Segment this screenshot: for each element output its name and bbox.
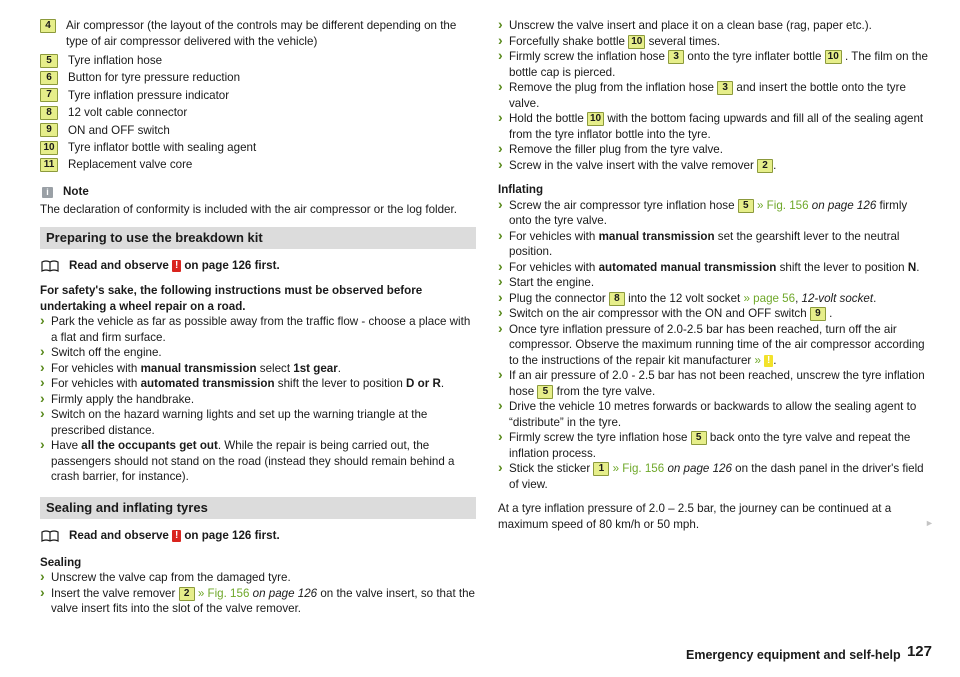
step-automated-n (498, 260, 930, 276)
step-plug-connector (498, 291, 930, 307)
book-icon (41, 530, 59, 542)
step-screw-hose (498, 49, 930, 80)
text: and insert the bottle onto the tyre valve. (509, 81, 906, 110)
text: select (256, 361, 294, 375)
caution-icon: ! (764, 355, 773, 367)
continue-arrow-icon: ► (925, 518, 934, 528)
step-valve-remover (40, 586, 476, 617)
sealing-title: Sealing (40, 555, 82, 569)
text: . While the repair is being carried out, the passengers should not stand on the road (instead they should remain behind a crash barrier, for instance). (51, 439, 455, 484)
text: . (873, 291, 877, 305)
legend-badge: 4 (40, 19, 56, 33)
text-bold: automated manual transmission (598, 260, 777, 274)
text: Stick the sticker (509, 462, 594, 475)
text-bold: automated transmission (140, 377, 275, 391)
legend-text: Tyre inflator bottle with sealing agent (68, 140, 257, 154)
legend-text: 12 volt cable connector (68, 106, 188, 120)
text: set the gearshift lever to the neutral position. (509, 229, 900, 258)
reference-line (40, 258, 476, 274)
section-heading-preparing: Preparing to use the breakdown kit (40, 227, 476, 249)
legend-badge: 9 (810, 307, 826, 321)
step-repeat (498, 430, 930, 461)
legend-text: Air compressor (the layout of the controls may be different depending on the type of air compressor delivered with the vehicle) (66, 19, 457, 48)
figure-link[interactable]: » Fig. 156 (197, 586, 250, 600)
reference-text-post: on page 126 first. (184, 259, 280, 273)
legend-badge: 6 (40, 71, 58, 85)
text: . (773, 353, 777, 367)
text: . (773, 158, 777, 172)
footer-section-title: Emergency equipment and self-help (686, 648, 901, 662)
legend-list (40, 18, 476, 174)
legend-text: Tyre inflation hose (68, 53, 163, 67)
text: from the tyre valve. (553, 384, 656, 398)
legend-badge: 9 (40, 123, 58, 137)
step-valve-cap: › Unscrew the valve cap from the damaged tyre. (40, 570, 476, 586)
text: For vehicles with (51, 361, 141, 375)
text: Firmly screw the inflation hose (509, 50, 669, 63)
text: with the bottom facing upwards and fill all of the sealing agent from the tyre inflator bottle into the tyre. (509, 112, 924, 141)
text: onto the tyre inflater bottle (684, 50, 825, 63)
inflating-title: Inflating (498, 183, 544, 196)
figure-link[interactable]: » Fig. 156 (757, 198, 809, 212)
step-hazard: › Switch on the hazard warning lights and set up the warning triangle at the prescribed distance. (40, 407, 476, 438)
step-drive: › Drive the vehicle 10 metres forwards or backwards to allow the sealing agent to “distribute” in the tyre. (498, 399, 930, 430)
legend-badge: 5 (40, 54, 58, 68)
legend-badge: 11 (40, 158, 58, 172)
text: Once tyre inflation pressure of 2.0-2.5 bar has been reached, turn off the air compressor. Observe the maximum running time of the air compressor according to the instructions of the repair kit manufacturer (509, 322, 925, 367)
step-manual-neutral (498, 229, 930, 260)
text: If an air pressure of 2.0 - 2.5 bar has not been reached, unscrew the tyre inflation hose (509, 369, 925, 398)
step-manual (40, 361, 476, 377)
text: Remove the plug from the inflation hose (509, 81, 718, 94)
step-sticker (498, 461, 930, 492)
step-remove-plug (498, 80, 930, 111)
legend-badge: 3 (668, 50, 684, 64)
text: For vehicles with (51, 377, 141, 391)
text: For vehicles with (509, 260, 599, 274)
legend-badge: 10 (628, 35, 645, 49)
legend-badge: 10 (825, 50, 842, 64)
step-automated (40, 376, 476, 392)
step-screw-insert (498, 158, 930, 174)
reference-text-pre: Read and observe (69, 259, 169, 273)
step-screw-compressor-hose (498, 198, 930, 229)
text: on the dash panel in the driver's field of view. (509, 462, 924, 491)
right-column (498, 18, 930, 532)
legend-item (40, 139, 476, 156)
text: Switch on the air compressor with the ON and OFF switch (509, 307, 810, 320)
figure-link[interactable]: » Fig. 156 (612, 462, 665, 475)
info-icon: i (42, 187, 53, 198)
text: Insert the valve remover (51, 586, 179, 600)
step-handbrake: › Firmly apply the handbrake. (40, 392, 476, 408)
step-pressure-reached (498, 322, 930, 369)
closing-paragraph: At a tyre inflation pressure of 2.0 – 2.5 bar, the journey can be continued at a maximum speed of 80 km/h or 50 mph. (498, 502, 892, 531)
warning-link[interactable]: » (754, 353, 761, 367)
text-bold: D or R (406, 377, 441, 391)
step-shake (498, 34, 930, 50)
legend-item (40, 87, 476, 104)
text-bold: manual transmission (140, 361, 257, 375)
text: Hold the bottle (509, 112, 587, 125)
legend-badge: 5 (738, 199, 754, 213)
text: shift the lever to position (776, 260, 908, 274)
note-text: The declaration of conformity is included with the air compressor or the log folder. (40, 202, 457, 216)
legend-badge: 7 (40, 88, 58, 102)
safety-intro: For safety's sake, the following instructions must be observed before undertaking a wheel repair on a road. (40, 284, 423, 313)
text: on the valve insert, so that the valve insert fits into the slot of the valve remover. (51, 586, 476, 616)
step-unscrew-insert: › Unscrew the valve insert and place it on a clean base (rag, paper etc.). (498, 18, 930, 34)
text: Screw in the valve insert with the valve remover (509, 158, 758, 172)
text-bold: N (907, 260, 917, 274)
legend-item (40, 104, 476, 121)
step-start-engine: › Start the engine. (498, 275, 930, 291)
step-pressure-not-reached (498, 368, 930, 399)
legend-item (40, 122, 476, 139)
step-switch-on (498, 306, 930, 322)
text: Firmly screw the tyre inflation hose (509, 431, 691, 444)
legend-item (40, 18, 476, 52)
step-engine-off: › Switch off the engine. (40, 345, 476, 361)
warning-icon: ! (172, 260, 181, 272)
legend-item (40, 52, 476, 69)
text: . The film on the bottle cap is pierced. (509, 50, 928, 79)
text: For vehicles with (509, 229, 599, 243)
legend-text: Tyre inflation pressure indicator (68, 88, 230, 102)
text: Forcefully shake bottle (509, 34, 629, 48)
text: firmly onto the tyre valve. (509, 198, 908, 227)
text: . (825, 307, 833, 320)
text: , (795, 291, 802, 305)
text: . (337, 361, 341, 375)
text: Have (51, 439, 82, 453)
page-link[interactable]: » page 56 (743, 291, 796, 305)
legend-badge: 1 (593, 462, 609, 476)
section-heading-sealing: Sealing and inflating tyres (40, 497, 476, 519)
step-hold-bottle (498, 111, 930, 142)
legend-item (40, 156, 476, 173)
text-italic: on page 126 (252, 586, 318, 600)
legend-badge: 8 (609, 292, 625, 306)
text-bold: manual transmission (598, 229, 715, 243)
legend-badge: 8 (40, 106, 58, 120)
text: . (916, 260, 920, 274)
legend-badge: 2 (757, 159, 773, 173)
reference-text-post: on page 126 first. (184, 528, 280, 542)
text: . (440, 377, 445, 391)
left-column (40, 18, 476, 617)
text: Plug the connector (509, 291, 609, 305)
text: back onto the tyre valve and repeat the inflation process. (509, 431, 911, 460)
legend-text: ON and OFF switch (68, 123, 170, 137)
legend-item (40, 69, 476, 86)
note-title: Note (63, 185, 89, 199)
legend-text: Button for tyre pressure reduction (68, 71, 241, 85)
text: several times. (645, 34, 721, 48)
text: Screw the air compressor tyre inflation hose (509, 198, 738, 212)
text-bold: 1st gear (293, 361, 338, 375)
book-icon (41, 260, 59, 272)
text-italic: on page 126 (667, 462, 732, 475)
legend-badge: 10 (587, 112, 604, 126)
text: into the 12 volt socket (624, 291, 744, 305)
step-park: › Park the vehicle as far as possible away from the traffic flow - choose a place with a flat and firm surface. (40, 314, 476, 345)
text-italic: on page 126 (811, 198, 877, 212)
warning-icon: ! (172, 530, 181, 542)
note-heading (40, 184, 476, 201)
step-occupants (40, 438, 476, 485)
legend-badge: 10 (40, 141, 58, 155)
legend-badge: 5 (537, 385, 553, 399)
page-footer (686, 644, 938, 677)
legend-badge: 3 (717, 81, 733, 95)
step-filler-plug: › Remove the filler plug from the tyre valve. (498, 142, 930, 158)
text-italic: 12-volt socket (801, 291, 874, 305)
reference-line (40, 528, 476, 544)
legend-badge: 5 (691, 431, 707, 445)
reference-text-pre: Read and observe (69, 528, 169, 542)
legend-text: Replacement valve core (68, 158, 193, 172)
legend-badge: 2 (179, 587, 195, 601)
text: shift the lever to position (274, 377, 407, 391)
page-number: 127 (906, 644, 932, 660)
text-bold: all the occupants get out (81, 439, 218, 453)
